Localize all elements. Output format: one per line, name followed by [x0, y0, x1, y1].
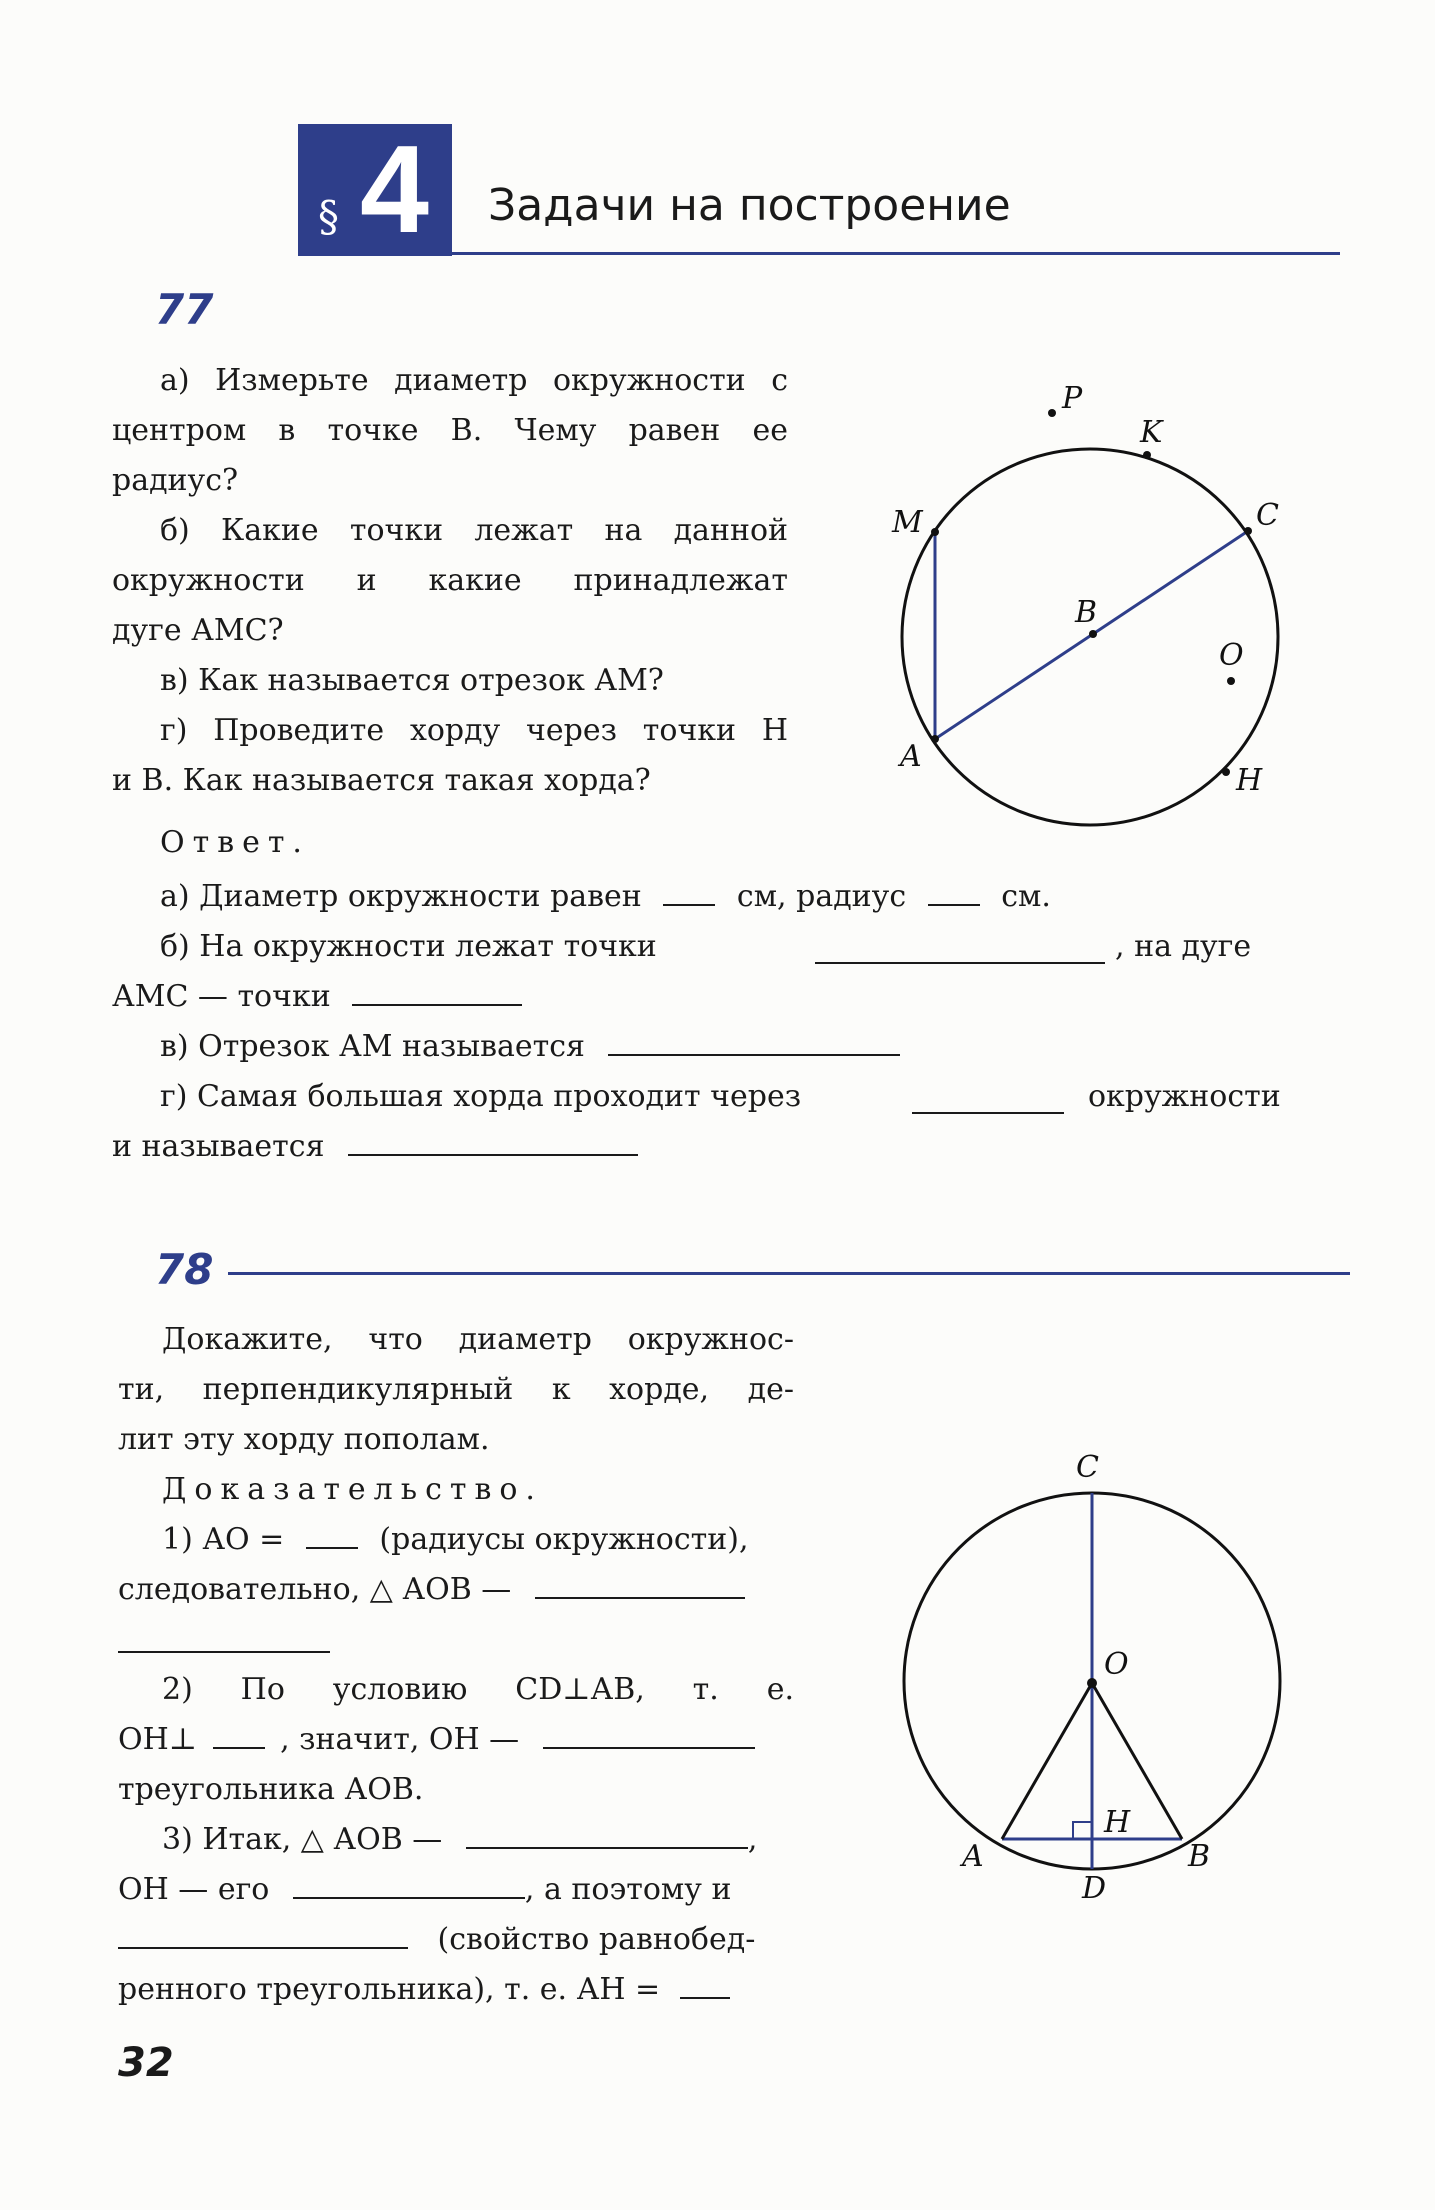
triangle-kind-blank[interactable]: [466, 1817, 748, 1849]
step3-row3: [118, 1915, 755, 1965]
q77-c-line1: в) Как называется отрезок АМ?: [160, 663, 664, 698]
step3-row4: [118, 1965, 730, 2015]
answer-label: Ответ.: [160, 825, 310, 860]
fig77-label-b: B: [1075, 595, 1098, 630]
p78-line2: ти, перпендикулярный к хорде, де-: [118, 1372, 794, 1407]
q77-b-line3: дуге АМС?: [112, 613, 284, 648]
step3-so: 3) Итак, △ АОВ —: [162, 1822, 443, 1857]
q77-a-line2: центром в точке В. Чему равен ее: [112, 413, 788, 448]
answer-d-line2: [112, 1122, 638, 1172]
fig77-label-p: P: [1062, 381, 1083, 416]
fig77-label-k: K: [1140, 415, 1163, 450]
fig78-label-o: O: [1104, 1647, 1129, 1682]
step3-row1: [162, 1815, 757, 1865]
step2-line3: треугольника АОВ.: [118, 1772, 424, 1807]
oh-is-blank[interactable]: [293, 1867, 525, 1899]
problem-78-rule: [228, 1272, 1350, 1275]
answer-b-text: б) На окружности лежат точки: [160, 929, 657, 964]
problem-77-questions: [112, 356, 788, 806]
answer-a-text: а) Диаметр окружности равен: [160, 879, 642, 914]
step3-row2: [118, 1865, 731, 1915]
fig78-label-c: C: [1076, 1450, 1099, 1485]
p78-line3: лит эту хорду пополам.: [118, 1422, 490, 1457]
header-rule: [452, 252, 1340, 255]
answer-b-line2: [112, 972, 522, 1022]
step3-hence: , а поэтому и: [524, 1872, 732, 1907]
triangle-type-blank-cont[interactable]: [118, 1621, 330, 1653]
oh-role-blank[interactable]: [543, 1717, 755, 1749]
chord-through-blank[interactable]: [912, 1082, 1064, 1114]
section-title: Задачи на построение: [488, 180, 1011, 231]
chord-name-blank[interactable]: [348, 1124, 638, 1156]
answer-a-cm: см, радиус: [736, 879, 907, 914]
answer-b-tail: , на дуге: [1115, 929, 1252, 964]
step3-property: (свойство равнобед-: [437, 1922, 756, 1957]
step1-row: [162, 1515, 749, 1565]
triangle-type-blank[interactable]: [535, 1567, 745, 1599]
step2-line1: 2) По условию СD⊥АВ, т. е.: [162, 1672, 794, 1707]
step1-radii: (радиусы окружности),: [379, 1522, 749, 1557]
points-on-circle-blank[interactable]: [815, 932, 1105, 964]
fig77-label-a: A: [900, 739, 922, 774]
q77-a-line1: а) Измерьте диаметр окружности с: [160, 363, 788, 398]
p78-line1: Докажите, что диаметр окружнос-: [162, 1322, 794, 1357]
fig77-label-h: H: [1236, 763, 1263, 798]
answer-d-text: г) Самая большая хорда проходит через: [160, 1079, 802, 1114]
answer-c-row: [160, 1022, 900, 1072]
fig78-label-d: D: [1082, 1871, 1107, 1906]
q77-a-line3: радиус?: [112, 463, 239, 498]
fig77-label-c: C: [1256, 498, 1279, 533]
q77-d-line1: г) Проведите хорду через точки Н: [160, 713, 788, 748]
step2-row2: [118, 1715, 755, 1765]
segment-name-blank[interactable]: [608, 1024, 900, 1056]
step3-ah: ренного треугольника), т. е. АН =: [118, 1972, 661, 2007]
step3-comma: ,: [747, 1822, 758, 1857]
ao-equals-blank[interactable]: [306, 1517, 358, 1549]
problem-77-number: 77: [155, 285, 214, 334]
figure-77: [860, 360, 1300, 850]
q77-d-line2: и В. Как называется такая хорда?: [112, 763, 651, 798]
section-number: 4: [360, 121, 429, 259]
step2-means: , значит, ОН —: [280, 1722, 520, 1757]
answer-a-row: [160, 872, 1051, 922]
answer-d-tail: окружности: [1088, 1079, 1281, 1114]
step1-therefore: следовательно, △ АОВ —: [118, 1572, 512, 1607]
answer-a-cm2: см.: [1001, 879, 1051, 914]
step1-ao: 1) АО =: [162, 1522, 285, 1557]
step3-oh-its: ОН — его: [118, 1872, 270, 1907]
fig77-label-m: M: [892, 505, 923, 540]
q77-b-line2: окружности и какие принадлежат: [112, 563, 788, 598]
radius-blank[interactable]: [928, 874, 980, 906]
page-number: 32: [118, 2040, 174, 2086]
answer-b-amc: АМС — точки: [112, 979, 331, 1014]
step2-oh-perp: ОН⊥: [118, 1722, 197, 1757]
q77-b-line1: б) Какие точки лежат на данной: [160, 513, 788, 548]
diameter-blank[interactable]: [663, 874, 715, 906]
problem-78-statement: [118, 1315, 794, 1465]
figure-78: [880, 1440, 1300, 1910]
fig77-label-o: O: [1219, 638, 1244, 673]
perp-to-blank[interactable]: [213, 1717, 265, 1749]
proof-label: Доказательство.: [162, 1472, 543, 1507]
fig78-label-a: A: [962, 1839, 984, 1874]
section-sign: §: [318, 192, 339, 241]
fig78-label-h: H: [1104, 1805, 1131, 1840]
ah-equals-blank[interactable]: [680, 1967, 730, 1999]
points-on-arc-blank[interactable]: [352, 974, 522, 1006]
answer-c-text: в) Отрезок АМ называется: [160, 1029, 585, 1064]
answer-d-called: и называется: [112, 1129, 325, 1164]
problem-78-number: 78: [155, 1245, 214, 1294]
fig78-label-b: B: [1188, 1839, 1211, 1874]
step1-row2: [118, 1565, 745, 1615]
section-badge: [298, 121, 452, 259]
property-blank[interactable]: [118, 1917, 408, 1949]
